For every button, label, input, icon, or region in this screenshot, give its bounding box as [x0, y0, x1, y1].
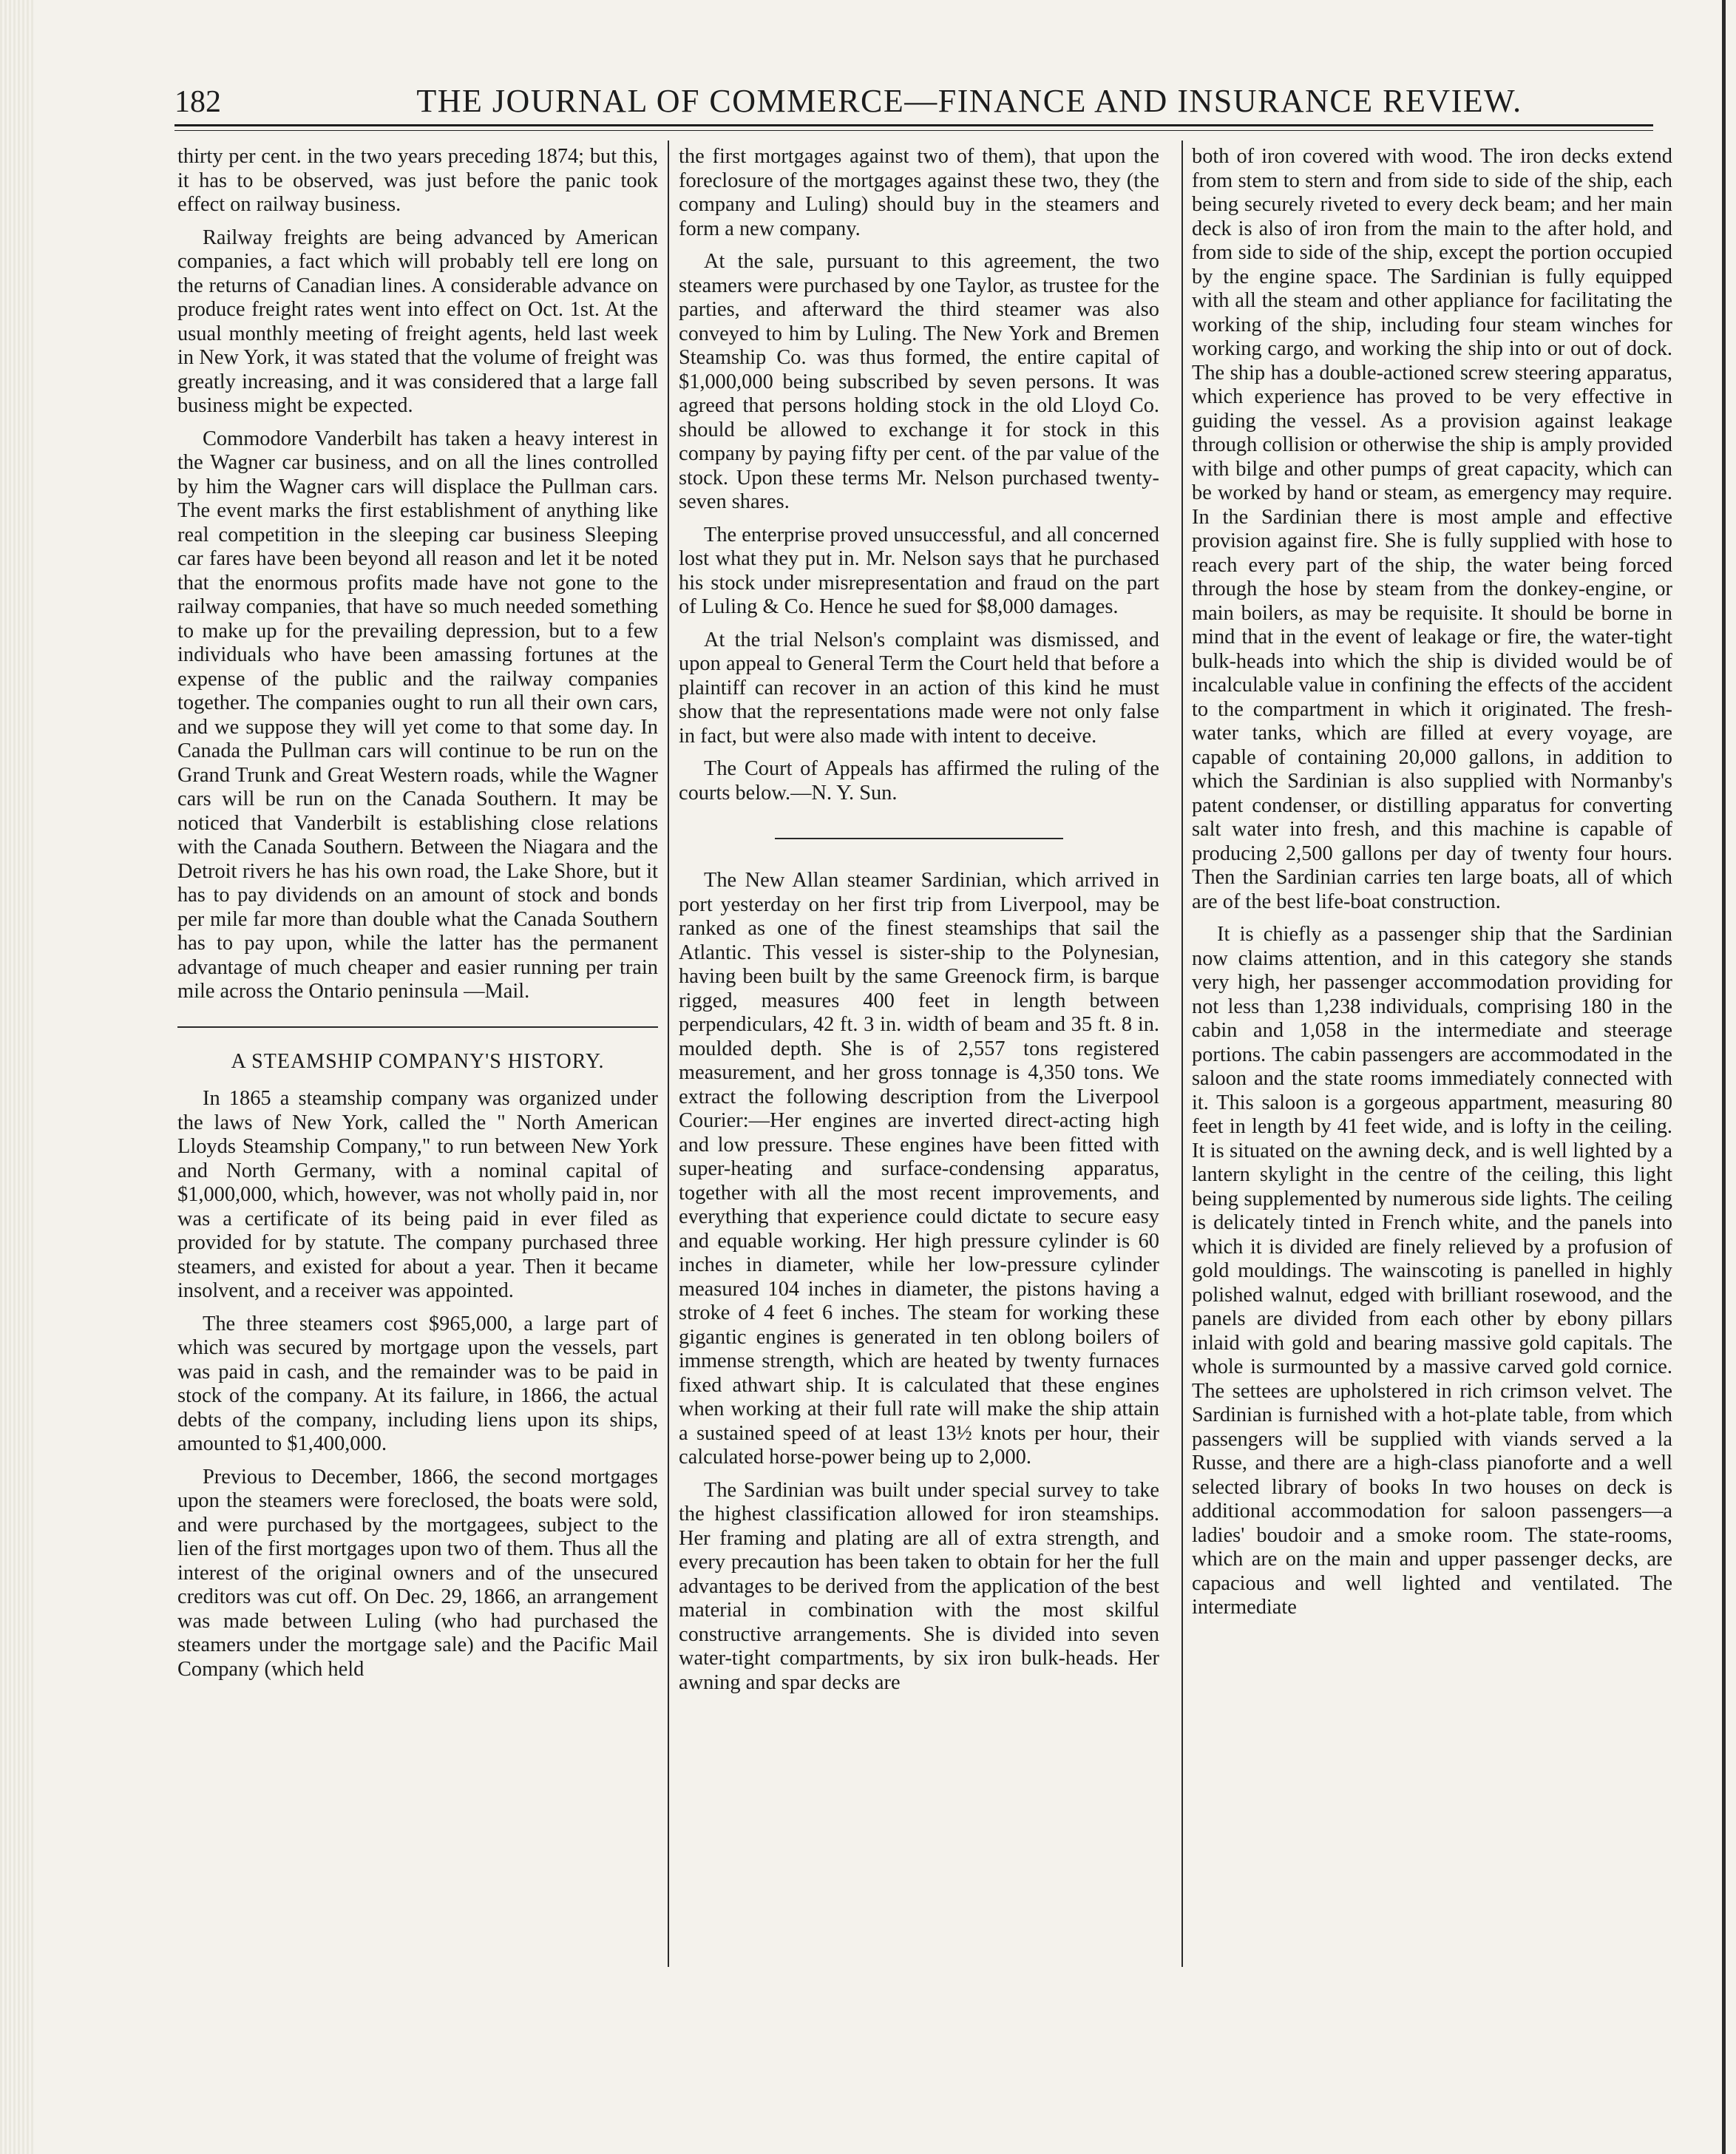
page-number: 182 [174, 85, 221, 119]
paragraph: Commodore Vanderbilt has taken a heavy interest in the Wagner car business, and on all the lines controlled by him the Wagner cars will displace the Pullman cars. The event marks the first establishment of anything like real competition in the sleeping car business Sleeping car fares have been beyond all reason and let it be noted that the enormous profits made have not gone to the railway companies, that have so much needed something to make up for the prevailing depression, but to a few individuals who have been amassing fortunes at the expense of the public and the railway companies together. The companies ought to run all their own cars, and we suppose they will yet come to that some day. In Canada the Pullman cars will continue to be run on the Grand Trunk and Great Western roads, while the Wagner cars will be run on the Canada Southern. It may be noticed that Vanderbilt is establishing close relations with the Canada Southern. Between the Niagara and the Detroit rivers he has his own road, the Lake Shore, but it has to pay dividends on an amount of stock and bonds per mile far more than double what the Canada Southern has to pay upon, while the latter has the permanent advantage of much cheaper and easier running per train mile across the Ontario peninsula —Mail. [177, 427, 658, 1003]
header-rule-thick [174, 124, 1653, 126]
running-title: THE JOURNAL OF COMMERCE—FINANCE AND INSURANCE REVIEW. [416, 83, 1522, 119]
paragraph: both of iron covered with wood. The iron decks extend from stem to stern and from side to side of the ship, each being securely riveted to every deck beam; and her main deck is also of iron from the main to the after hold, and from side to side of the ship, except the portion occupied by the engine space. The Sardinian is fully equipped with all the steam and other appliance for facilitating the working of the ship, including four steam winches for working cargo, and working the ship into or out of dock. The ship has a double-actioned screw steering apparatus, which experience has proved to be very effective in guiding the vessel. As a provision against leakage through collision or otherwise the ship is amply provided with bilge and other pumps of great capacity, which can be worked by hand or steam, as emergency may require. In the Sardinian there is most ample and effective provision against fire. She is fully supplied with hose to reach every part of the ship, the water being forced through the hose by steam from the donkey-engine, or main boilers, as may be requisite. It should be borne in mind that in the event of leakage or fire, the water-tight bulk-heads into which the ship is divided would be of incalculable value in confining the effects of the accident to the compartment in which it originated. The fresh-water tanks, which are filled at every voyage, are capable of containing 20,000 gallons, in addition to which the Sardinian is also supplied with Normanby's patent condenser, or distilling apparatus for converting salt water into fresh, and this machine is capable of producing 2,500 gallons per day of twenty four hours. Then the Sardinian carries ten large boats, all of which are of the best life-boat construction. [1192, 145, 1672, 913]
column-1 [177, 145, 658, 1690]
paragraph: The three steamers cost $965,000, a large part of which was secured by mortgage upon the vessels, part was paid in cash, and the remainder was to be paid in stock of the company. At its failure, in 1866, the actual debts of the company, including liens upon its ships, amounted to $1,400,000. [177, 1312, 658, 1455]
column-divider-2 [1181, 140, 1183, 1967]
paragraph: The New Allan steamer Sardinian, which arrived in port yesterday on her first trip from Liverpool, may be ranked as one of the finest steamships that sail the Atlantic. This vessel is sister-ship to the Polynesian, having been built by the same Greenock firm, is barque rigged, measures 400 feet in length between perpendiculars, 42 ft. 3 in. width of beam and 35 ft. 8 in. moulded depth. She is of 2,557 tons registered measurement, and her gross tonnage is 4,350 tons. We extract the following description from the Liverpool Courier:—Her engines are inverted direct-acting high and low pressure. These engines have been fitted with super-heating and surface-condensing apparatus, together with all the most recent improvements, and everything that experience could dictate to secure easy and equable working. Her high pressure cylinder is 60 inches in diameter, while her low-pressure cylinder measured 104 inches in diameter, the pistons having a stroke of 4 feet 6 inches. The steam for working these gigantic engines is generated in ten oblong boilers of immense strength, which are heated by twenty furnaces fixed athwart ship. It is calculated that these engines when working at their full rate will make the ship attain a sustained speed of at least 13½ knots per hour, their calculated horse-power being up to 2,000. [679, 869, 1159, 1469]
paragraph: The Sardinian was built under special survey to take the highest classification allowed for iron steamships. Her framing and plating are all of extra strength, and every precaution has been taken to obtain for her the full advantages to be derived from the application of the best material in combination with the most skilful constructive arrangements. She is divided into seven water-tight compartments, by six iron bulk-heads. Her awning and spar decks are [679, 1478, 1159, 1694]
column-divider-1 [668, 140, 669, 1967]
page-header [174, 75, 1653, 120]
paragraph: Railway freights are being advanced by American companies, a fact which will probably tell ere long on the returns of Canadian lines. A considerable advance on produce freight rates went into effect on Oct. 1st. At the usual monthly meeting of freight agents, held last week in New York, it was stated that the volume of freight was greatly increasing, and it was considered that a large fall business might be expected. [177, 226, 658, 417]
section-heading: A STEAMSHIP COMPANY'S HISTORY. [177, 1026, 658, 1074]
column-2 [679, 145, 1159, 1704]
paragraph: Previous to December, 1866, the second mortgages upon the steamers were foreclosed, the boats were sold, and were purchased by the mortgagees, subject to the lien of the first mortgages upon two of them. Thus all the interest of the original owners and of the unsecured creditors was cut off. On Dec. 29, 1866, an arrangement was made between Luling (who had purchased the steamers under the mortgage sale) and the Pacific Mail Company (which held [177, 1465, 658, 1681]
paragraph: the first mortgages against two of them), that upon the foreclosure of the mortgages against these two, they (the company and Luling) should buy in the steamers and form a new company. [679, 145, 1159, 240]
paragraph: thirty per cent. in the two years preceding 1874; but this, it has to be observed, was just before the panic took effect on railway business. [177, 145, 658, 216]
right-page-edge [1722, 0, 1726, 2154]
scanned-margin-noise [0, 0, 35, 2154]
paragraph: At the trial Nelson's complaint was dismissed, and upon appeal to General Term the Court held that before a plaintiff can recover in an action of this kind he must show that the representations made were not only false in fact, but were also made with intent to deceive. [679, 628, 1159, 748]
header-rule-thin [174, 130, 1653, 131]
column-3 [1192, 145, 1672, 1629]
paragraph: It is chiefly as a passenger ship that the Sardinian now claims attention, and in this category she stands very high, her passenger accommodation providing for not less than 1,238 individuals, comprising 180 in the cabin and 1,058 in the intermediate and steerage portions. The cabin passengers are accommodated in the saloon and the state rooms immediately connected with it. This saloon is a gorgeous appartment, measuring 80 feet in length by 41 feet wide, and is lofty in the ceiling. It is situated on the awning deck, and is well lighted by a lantern skylight in the centre of the ceiling, this light being supplemented by numerous side lights. The ceiling is delicately tinted in French white, and the panels into which it is divided are finely relieved by a profusion of gold mouldings. The wainscoting is panelled in highly polished walnut, edged with brilliant rosewood, and the panels are divided from each other by ebony pillars inlaid with gold and bearing massive gold capitals. The whole is surmounted by a massive carved gold cornice. The settees are upholstered in rich crimson velvet. The Sardinian is furnished with a hot-plate table, from which passengers will be supplied with viands served a la Russe, and there are a high-class pianoforte and a well selected library of books In two houses on deck is additional accommodation for saloon passengers—a ladies' boudoir and a smoke room. The state-rooms, which are on the main and upper passenger decks, are capacious and well lighted and ventilated. The intermediate [1192, 923, 1672, 1619]
article-divider [775, 838, 1063, 839]
paragraph: In 1865 a steamship company was organized under the laws of New York, called the " North American Lloyds Steamship Company," to run between New York and North Germany, with a nominal capital of $1,000,000, which, however, was not wholly paid in, nor was a certificate of its being paid in ever filed as provided for by statute. The company purchased three steamers, and existed for about a year. Then it became insolvent, and a receiver was appointed. [177, 1087, 658, 1302]
paragraph: The Court of Appeals has affirmed the ruling of the courts below.—N. Y. Sun. [679, 757, 1159, 805]
paragraph: The enterprise proved unsuccessful, and all concerned lost what they put in. Mr. Nelson says that he purchased his stock under misrepresentation and fraud on the part of Luling & Co. Hence he sued for $8,000 damages. [679, 523, 1159, 618]
paragraph: At the sale, pursuant to this agreement, the two steamers were purchased by one Taylor, as trustee for the parties, and afterward the third steamer was also conveyed to him by Luling. The New York and Bremen Steamship Co. was thus formed, the entire capital of $1,000,000 being subscribed by seven persons. It was agreed that persons holding stock in the old Lloyd Co. should be allowed to exchange it for stock in this company by paying fifty per cent. of the par value of the stock. Upon these terms Mr. Nelson purchased twenty-seven shares. [679, 250, 1159, 513]
